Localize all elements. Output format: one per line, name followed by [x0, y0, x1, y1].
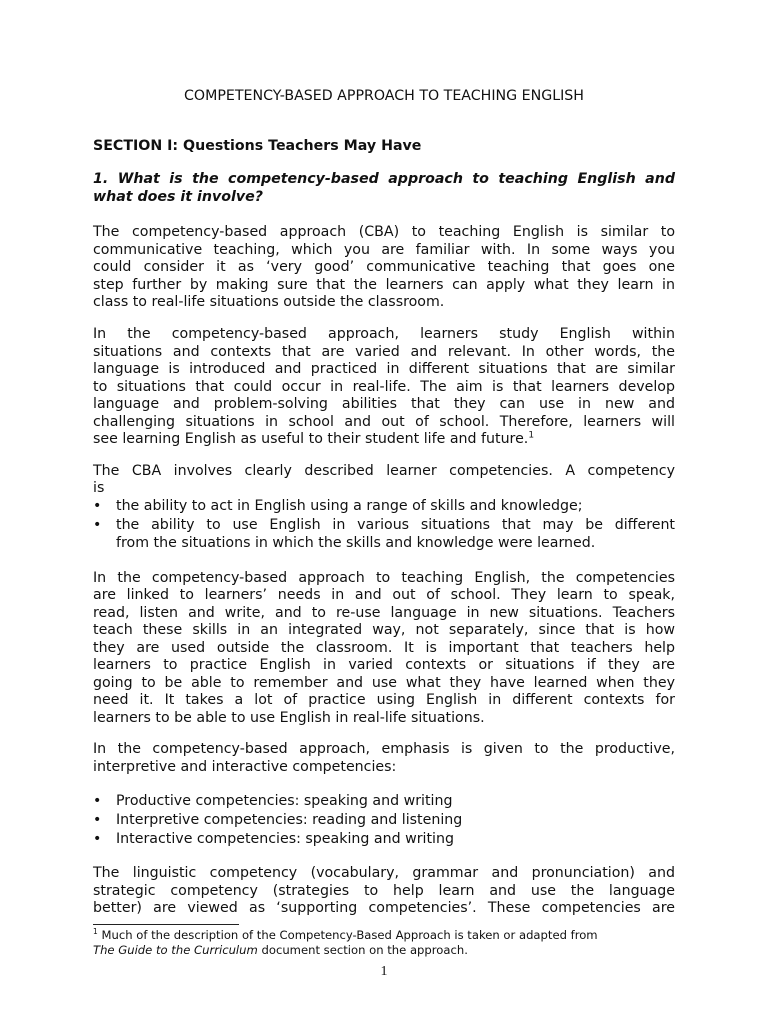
paragraph-2-line: to situations that could occur in real-life. The aim is that learners develop: [93, 379, 675, 395]
footnote-reference[interactable]: 1: [528, 430, 535, 441]
paragraph-6-line: The linguistic competency (vocabulary, grammar and pronunciation) and: [93, 865, 675, 881]
paragraph-4-line: teach these skills in an integrated way, not separately, since that is how: [93, 622, 675, 638]
paragraph-4-line: they are used outside the classroom. It is important that teachers help: [93, 640, 675, 656]
footnote-text: document section on the approach.: [257, 943, 468, 957]
paragraph-4-line: In the competency-based approach to teaching English, the competencies: [93, 570, 675, 586]
bullet-marker: •: [93, 793, 102, 809]
bullet-marker: •: [93, 517, 102, 533]
paragraph-3-line: The CBA involves clearly described learner competencies. A competency: [93, 463, 675, 479]
footnote-line: [93, 943, 693, 958]
paragraph-2-line: see learning English as useful to their student life and future.: [93, 431, 529, 447]
paragraph-2-last-line: [93, 430, 675, 448]
bullet-marker: •: [93, 831, 102, 847]
paragraph-1-line: communicative teaching, which you are familiar with. In some ways you: [93, 242, 675, 258]
document-title: COMPETENCY-BASED APPROACH TO TEACHING ENGLISH: [184, 88, 584, 104]
paragraph-2-line: language is introduced and practiced in different situations that are similar: [93, 361, 675, 377]
list-item-text: from the situations in which the skills and knowledge were learned.: [116, 535, 596, 551]
footnote-source-title: The Guide to the Curriculum: [93, 943, 258, 957]
paragraph-2-line: situations and contexts that are varied and relevant. In other words, the: [93, 344, 675, 360]
footnote-text: Much of the description of the Competency-Based Approach is taken or adapted from: [97, 928, 598, 942]
paragraph-4-line: learners to practice English in varied contexts or situations if they are: [93, 657, 675, 673]
list-item-text: the ability to act in English using a range of skills and knowledge;: [116, 498, 583, 514]
paragraph-5-line: In the competency-based approach, emphasis is given to the productive,: [93, 741, 675, 757]
page-number: 1: [380, 964, 388, 979]
paragraph-1-line: step further by making sure that the learners can apply what they learn in: [93, 277, 675, 293]
list-item-text: Productive competencies: speaking and writing: [116, 793, 453, 809]
footnote-divider: [93, 924, 239, 925]
paragraph-1-line: class to real-life situations outside the classroom.: [93, 294, 445, 310]
paragraph-4-line: going to be able to remember and use what they have learned when they: [93, 675, 675, 691]
footnote-marker: 1: [93, 927, 98, 937]
document-page: [93, 0, 675, 1024]
paragraph-4-line: need it. It takes a lot of practice using English in different contexts for: [93, 692, 675, 708]
paragraph-4-line: learners to be able to use English in real-life situations.: [93, 710, 485, 726]
paragraph-2-line: challenging situations in school and out of school. Therefore, learners will: [93, 414, 675, 430]
question-heading: 1. What is the competency-based approach to teaching English and what does it involve?: [93, 171, 675, 205]
list-item-text: Interpretive competencies: reading and listening: [116, 812, 463, 828]
list-item-text: the ability to use English in various situations that may be different: [116, 517, 675, 533]
paragraph-4-line: read, listen and write, and to re-use language in new situations. Teachers: [93, 605, 675, 621]
paragraph-6-line: strategic competency (strategies to help learn and use the language: [93, 883, 675, 899]
bullet-marker: •: [93, 812, 102, 828]
bullet-marker: •: [93, 498, 102, 514]
paragraph-6-line: better) are viewed as ‘supporting competencies’. These competencies are: [93, 900, 675, 916]
paragraph-5-line: interpretive and interactive competencies:: [93, 759, 397, 775]
paragraph-1-line: The competency-based approach (CBA) to teaching English is similar to: [93, 224, 675, 240]
paragraph-1-line: could consider it as ‘very good’ communicative teaching that goes one: [93, 259, 675, 275]
footnote-line: [93, 928, 693, 943]
paragraph-2-line: language and problem-solving abilities that they can use in new and: [93, 396, 675, 412]
paragraph-2-line: In the competency-based approach, learners study English within: [93, 326, 675, 342]
paragraph-4-line: are linked to learners’ needs in and out of school. They learn to speak,: [93, 587, 675, 603]
section-heading: SECTION I: Questions Teachers May Have: [93, 138, 422, 154]
paragraph-3-line: is: [93, 480, 105, 496]
list-item-text: Interactive competencies: speaking and writing: [116, 831, 454, 847]
